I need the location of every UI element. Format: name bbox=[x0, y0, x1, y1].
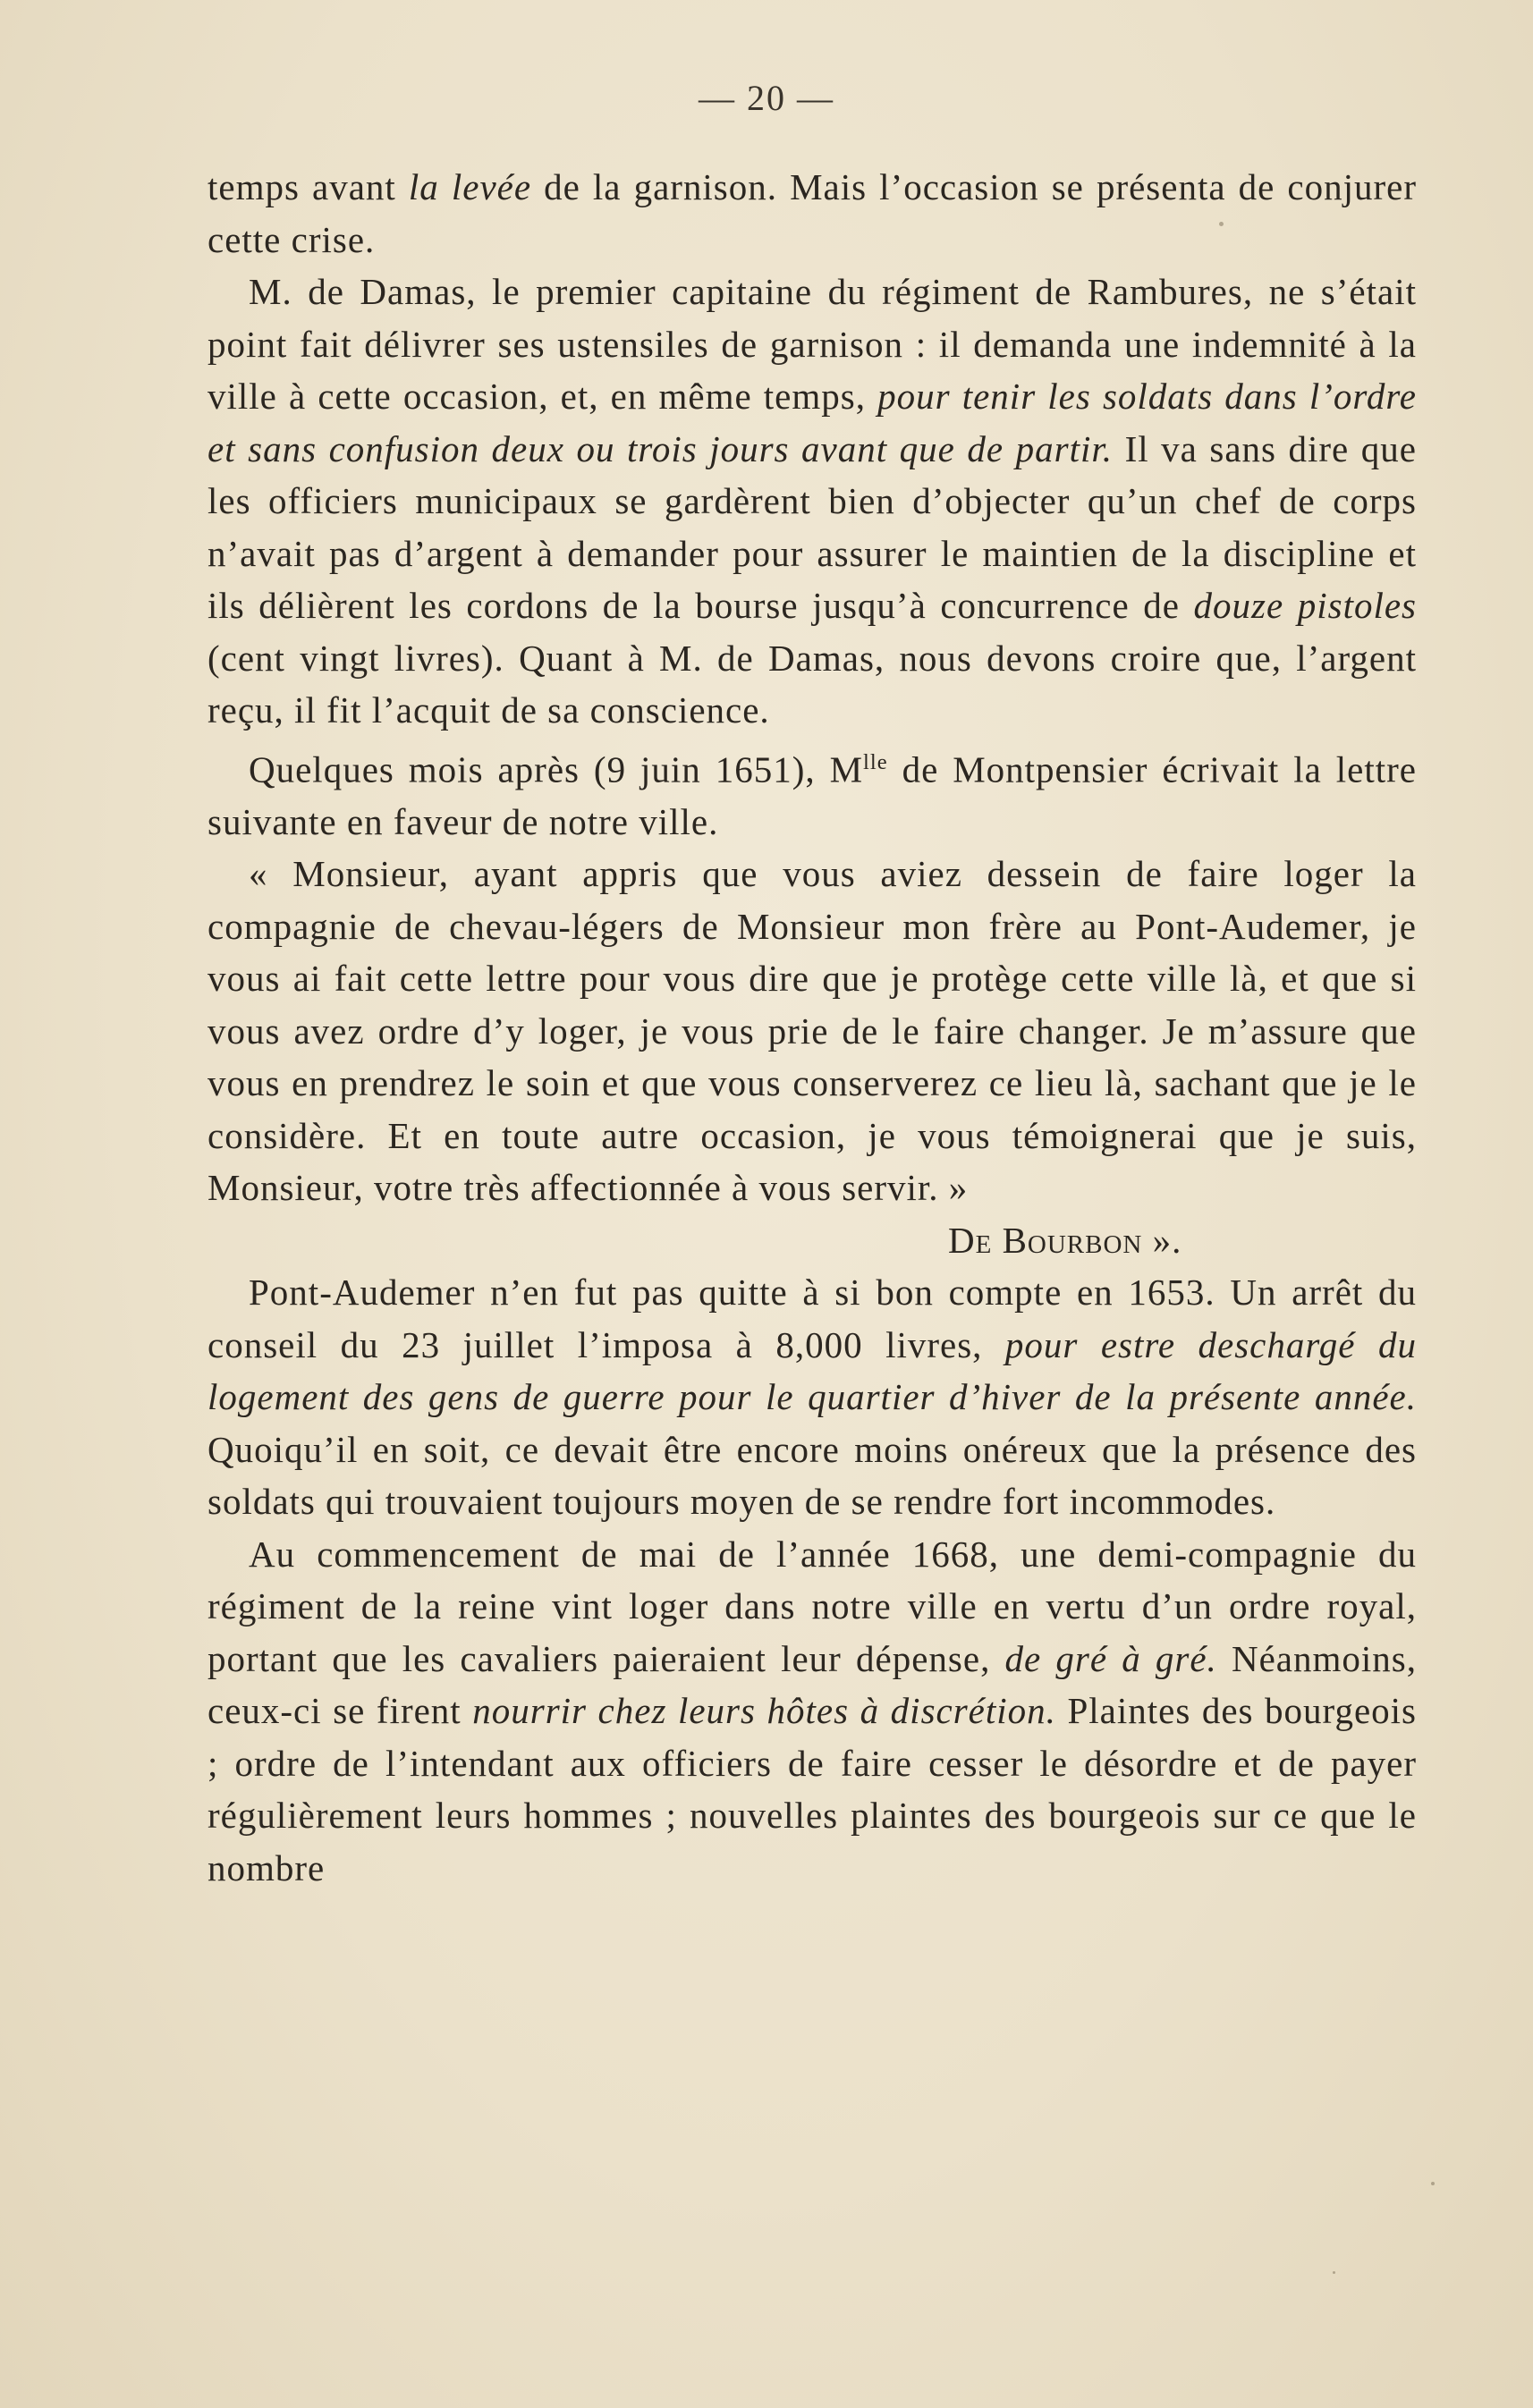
text-run: Plaintes des bourgeois ; ordre de l’intendant aux officiers de faire cesser le désordre et de payer régulièrement leurs hommes ; nouvelles plaintes des bourgeois sur ce que le nombre bbox=[208, 1690, 1418, 1888]
paragraph bbox=[208, 1528, 1417, 1895]
italic-text: de gré à gré. bbox=[1004, 1637, 1217, 1679]
text-run: Au commencement de mai de l’année 1668, une demi-compagnie du régiment de la reine vint loger dans notre ville en vertu d’un ordre royal, portant que les cavaliers paieraient leur dépense, bbox=[208, 1533, 1417, 1679]
italic-text: pour estre deschargé du logement des gens de guerre pour le quartier d’hiver de la présente année. bbox=[208, 1323, 1417, 1418]
superscript-text: lle bbox=[863, 749, 888, 774]
text-run: Néanmoins, ceux-ci se firent bbox=[208, 1637, 1417, 1732]
paper-fleck bbox=[1219, 222, 1224, 226]
paragraph bbox=[208, 737, 1417, 849]
body-text bbox=[208, 161, 1417, 1894]
italic-text: douze pistoles bbox=[1193, 585, 1418, 626]
text-run: (cent vingt livres). Quant à M. de Damas, nous devons croire que, l’argent reçu, il fit l’acquit de sa conscience. bbox=[208, 637, 1417, 731]
paper-fleck bbox=[1333, 2271, 1335, 2274]
text-run: Il va sans dire que les officiers municipaux se gardèrent bien d’objecter qu’un chef de corps n’avait pas d’argent à demander pour assurer le maintien de la discipline et ils délièrent les cordons de la bourse jusqu’à concurrence de bbox=[208, 427, 1417, 626]
text-run: temps avant bbox=[208, 166, 409, 207]
page-number: — 20 — bbox=[699, 78, 834, 118]
text-run: de la garnison. Mais l’occasion se présenta de conjurer cette crise. bbox=[208, 166, 1417, 260]
paragraph bbox=[208, 848, 1417, 1214]
text-run: Quoiqu’il en soit, ce devait être encore moins onéreux que la présence des soldats qui trouvaient toujours moyen de se rendre fort incommodes. bbox=[208, 1428, 1417, 1523]
text-run: M. de Damas, le premier capitaine du régiment de Rambures, ne s’était point fait délivrer ses ustensiles de garnison : il demanda une indemnité à la ville à cette occasion, et, en même temps, bbox=[208, 271, 1417, 417]
paragraph bbox=[208, 1266, 1417, 1528]
paragraph bbox=[208, 266, 1417, 737]
text-run: De Bourbon ». bbox=[948, 1219, 1182, 1261]
paragraph bbox=[208, 161, 1417, 266]
text-run: « Monsieur, ayant appris que vous aviez dessein de faire loger la compagnie de chevau-légers de Monsieur mon frère au Pont-Audemer, je vous ai fait cette lettre pour vous dire que je protège cette ville là, et que si vous avez ordre d’y loger, je vous prie de le faire changer. Je m’assure que vous en prendrez le soin et que vous conserverez ce lieu là, sachant que je le considère. Et en toute autre occasion, je vous témoignerai que je suis, Monsieur, votre très affectionnée à vous servir. » bbox=[208, 853, 1417, 1209]
paper-fleck bbox=[1431, 2182, 1435, 2185]
text-run: Quelques mois après (9 juin 1651), M bbox=[249, 748, 864, 790]
signature-line bbox=[208, 1214, 1417, 1267]
italic-text: pour tenir les soldats dans l’ordre et sans confusion deux ou trois jours avant que de partir. bbox=[208, 376, 1417, 469]
italic-text: nourrir chez leurs hôtes à discrétion. bbox=[472, 1690, 1056, 1732]
text-run: de Montpensier écrivait la lettre suivante en faveur de notre ville. bbox=[208, 748, 1417, 842]
italic-text: la levée bbox=[408, 166, 532, 207]
text-run: Pont-Audemer n’en fut pas quitte à si bon compte en 1653. Un arrêt du conseil du 23 juillet l’imposa à 8,000 livres, bbox=[208, 1272, 1417, 1365]
